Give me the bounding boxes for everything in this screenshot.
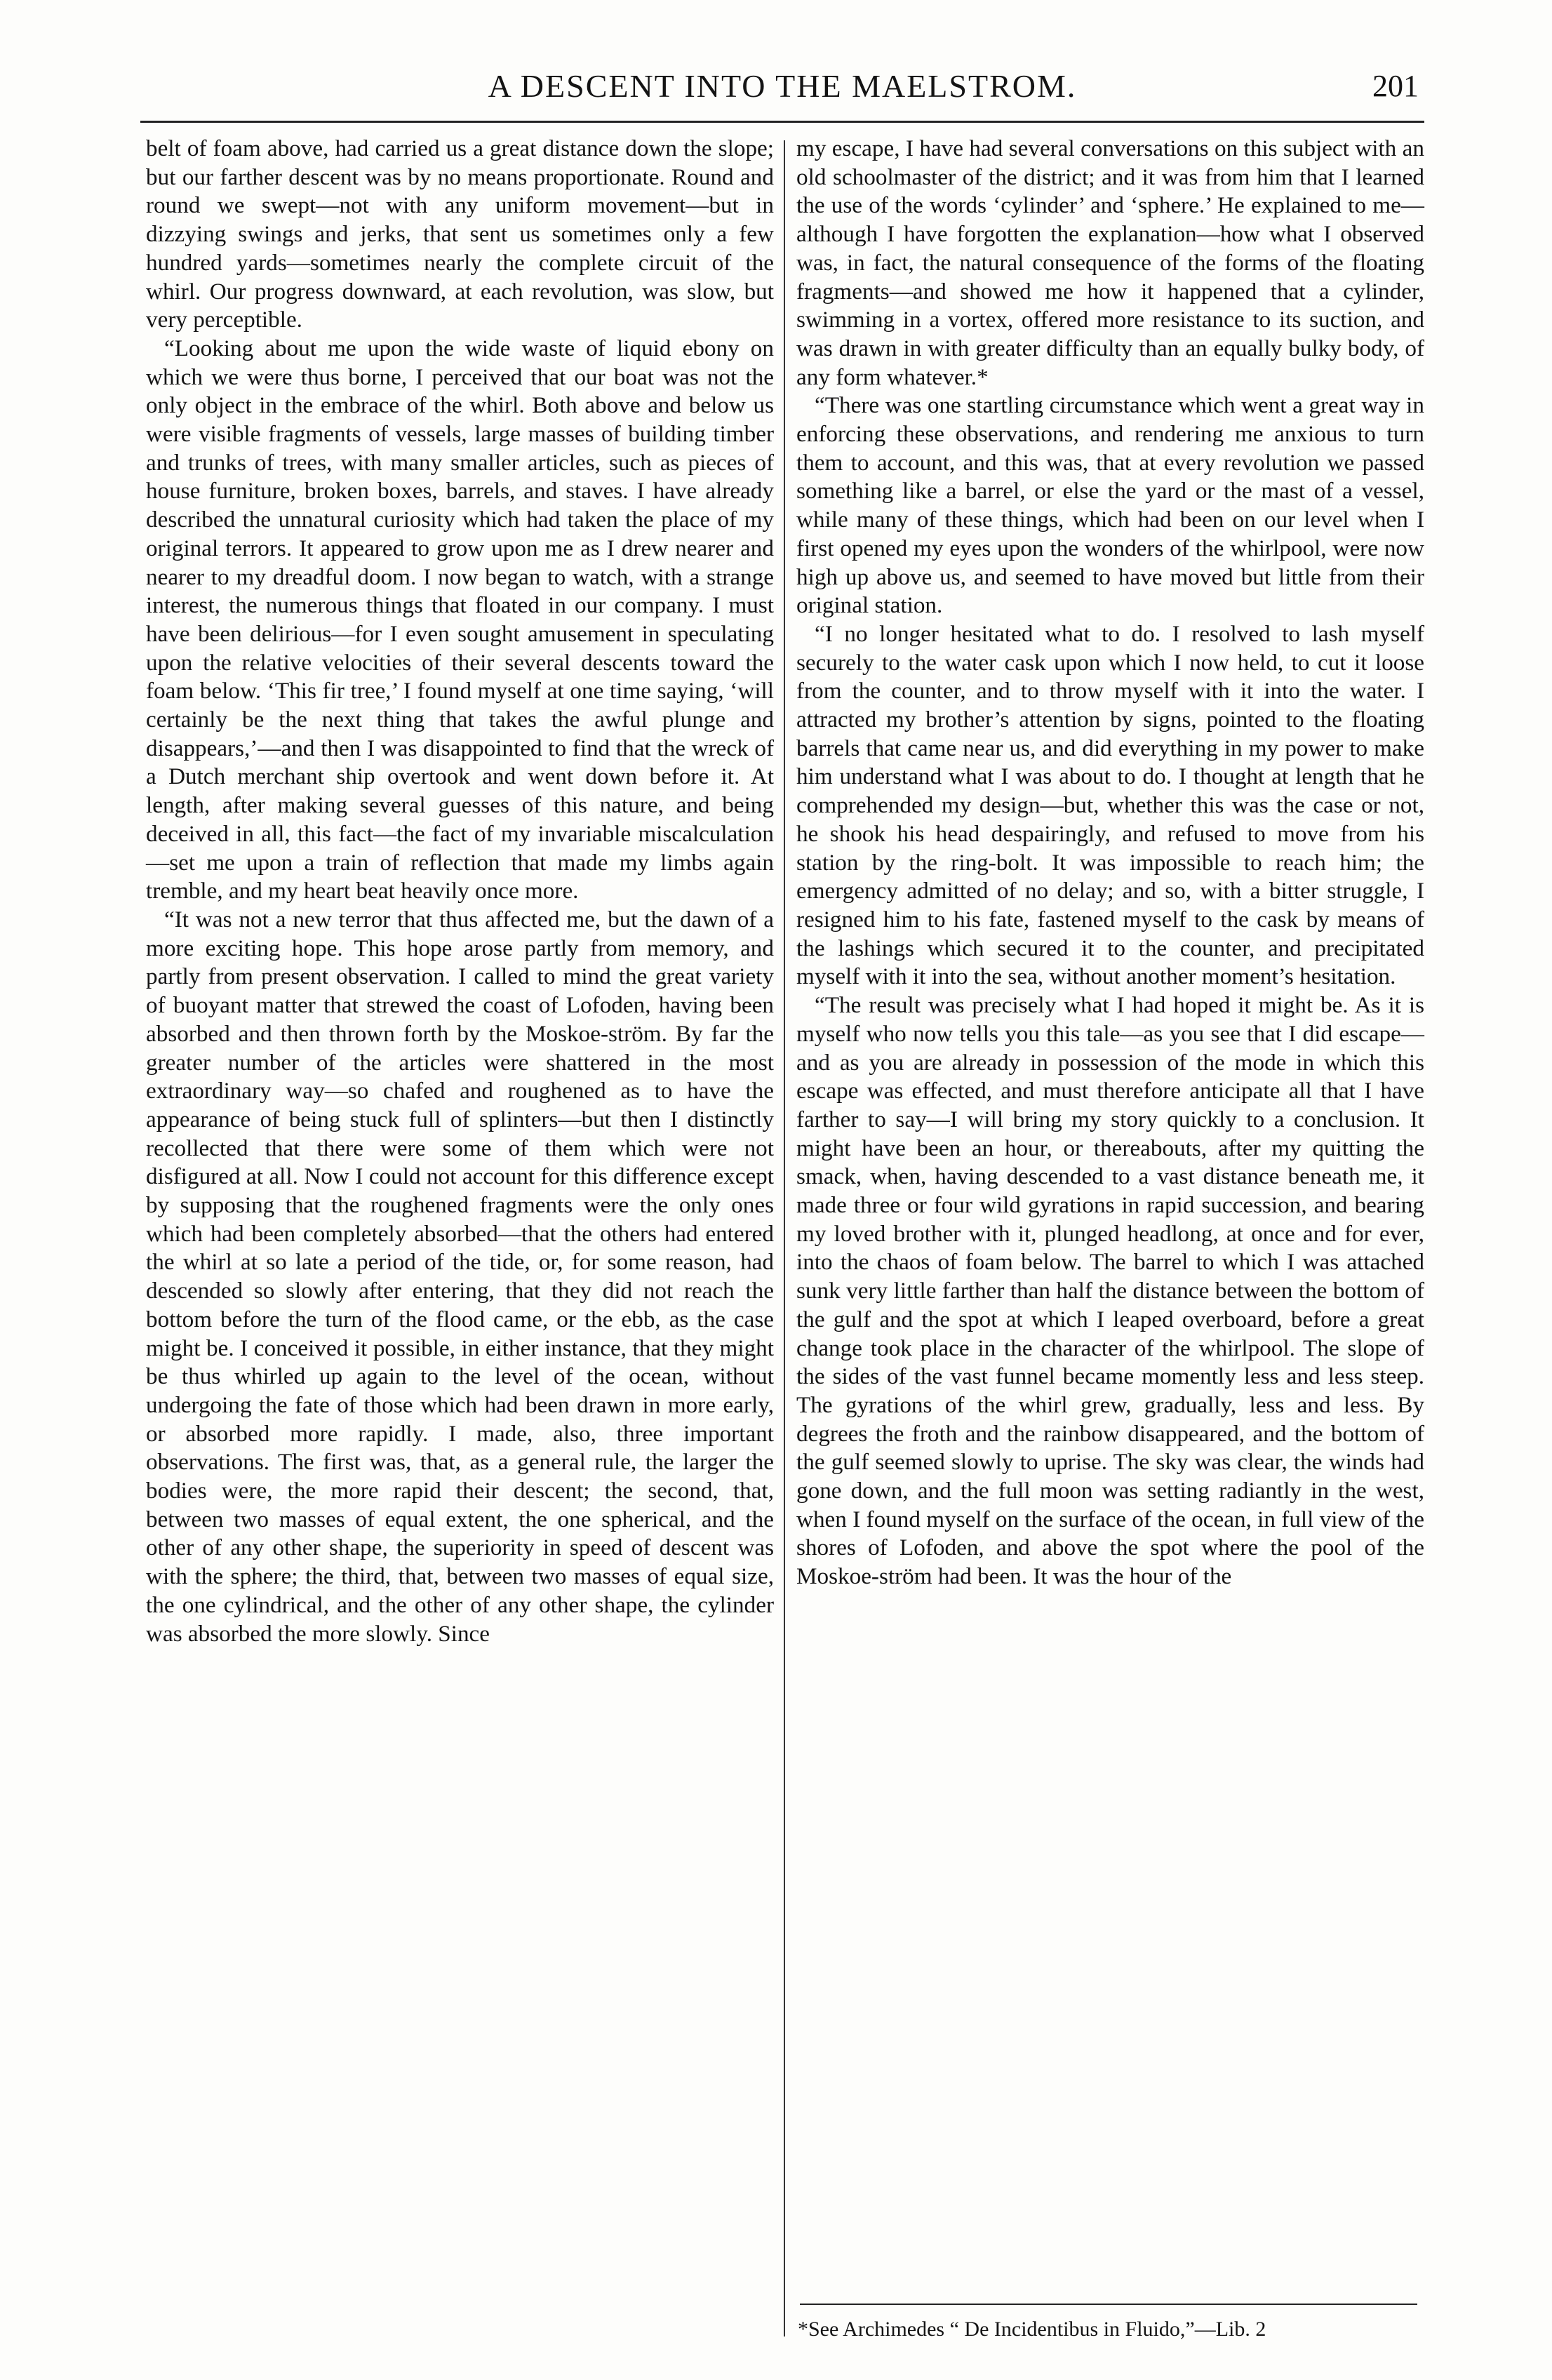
paragraph: “There was one startling circumstance which went a great way in enforcing these observations, and rendering me anxious to turn them to account, and this was, that at every revolution we passed something like a barrel, or else the yard or the mast of a vessel, while many of these things, which had been on our level when I first opened my eyes upon the wonders of the whirlpool, were now high up above us, and seemed to have moved but little from their original station. xyxy=(796,392,1424,619)
paragraph: “Looking about me upon the wide waste of liquid ebony on which we were thus borne, I perceived that our boat was not the only object in the embrace of the whirl. Both above and below us were visible fragments of vessels, large masses of building timber and trunks of trees, with many smaller articles, such as pieces of house furniture, broken boxes, barrels, and staves. I have already described the unnatural curiosity which had taken the place of my original terrors. It appeared to grow upon me as I drew nearer and nearer to my dreadful doom. I now began to watch, with a strange interest, the numerous things that floated in our company. I must have been delirious—for I even sought amusement in speculating upon the relative velocities of their several descents toward the foam below. ‘This fir tree,’ I found myself at one time saying, ‘will certainly be the next thing that takes the awful plunge and disappears,’—and then I was disappointed to find that the wreck of a Dutch merchant ship overtook and went down before it. At length, after making several guesses of this nature, and being deceived in all, this fact—the fact of my invariable miscalculation—set me upon a train of reflection that made my limbs again tremble, and my heart beat heavily once more. xyxy=(146,335,774,904)
paragraph: “It was not a new terror that thus affected me, but the dawn of a more exciting hope. This hope arose partly from memory, and partly from present observation. I called to mind the great variety of buoyant matter that strewed the coast of Lofoden, having been absorbed and then thrown forth by the Moskoe-ström. By far the greater number of the articles were shattered in the most extraordinary way—so chafed and roughened as to have the appearance of being stuck full of splinters—but then I distinctly recollected that there were some of them which were not disfigured at all. Now I could not account for this difference except by supposing that the roughened fragments were the only ones which had been completely absorbed—that the others had entered the whirl at so late a period of the tide, or, for some reason, had descended so slowly after entering, that they did not reach the bottom before the turn of the flood came, or the ebb, as the case might be. I conceived it possible, in either instance, that they might be thus whirled up again to the level of the ocean, without undergoing the fate of those which had been drawn in more early, or absorbed more rapidly. I made, also, three important observations. The first was, that, as a general rule, the larger the bodies were, the more rapid their descent; the second, that, between two masses of equal extent, the one spherical, and the other of any other shape, the superiority in speed of descent was with the sphere; the third, that, between two masses of equal size, the one cylindrical, and the other of any other shape, the cylinder was absorbed the more slowly. Since xyxy=(146,906,774,1647)
footnote-rule xyxy=(800,2304,1417,2305)
footnote: *See Archimedes “ De Incidentibus in Fluido,”—Lib. 2 xyxy=(798,2318,1266,2341)
header-rule xyxy=(140,121,1424,123)
paragraph: “The result was precisely what I had hoped it might be. As it is myself who now tells you this tale—as you see that I did escape—and as you are already in possession of the mode in which this escape was effected, and must therefore anticipate all that I have farther to say—I will bring my story quickly to a conclusion. It might have been an hour, or thereabouts, after my quitting the smack, when, having descended to a vast distance beneath me, it made three or four wild gyrations in rapid succession, and bearing my loved brother with it, plunged headlong, at once and for ever, into the chaos of foam below. The barrel to which I was attached sunk very little farther than half the distance between the bottom of the gulf and the spot at which I leaped overboard, before a great change took place in the character of the whirlpool. The slope of the sides of the vast funnel became momently less and less steep. The gyrations of the whirl grew, gradually, less and less. By degrees the froth and the rainbow disappeared, and the bottom of the gulf seemed slowly to uprise. The sky was clear, the winds had gone down, and the full moon was setting radiantly in the west, when I found myself on the surface of the ocean, in full view of the shores of Lofoden, and above the spot where the pool of the Moskoe-ström had been. It was the hour of the xyxy=(796,992,1424,1590)
page-title: A DESCENT INTO THE MAELSTROM. xyxy=(488,68,1077,104)
paragraph: belt of foam above, had carried us a great distance down the slope; but our farther descent was by no means proportionate. Round and round we swept—not with any uniform movement—but in dizzying swings and jerks, that sent us sometimes only a few hundred yards—sometimes nearly the complete circuit of the whirl. Our progress downward, at each revolution, was slow, but very perceptible. xyxy=(146,135,774,333)
page-number: 201 xyxy=(1372,69,1419,103)
right-column xyxy=(796,135,1424,1591)
running-head xyxy=(140,62,1424,111)
paragraph: my escape, I have had several conversations on this subject with an old schoolmaster of the district; and it was from him that I learned the use of the words ‘cylinder’ and ‘sphere.’ He explained to me—although I have forgotten the explanation—how what I observed was, in fact, the natural consequence of the forms of the floating fragments—and showed me how it happened that a cylinder, swimming in a vortex, offered more resistance to its suction, and was drawn in with greater difficulty than an equally bulky body, of any form whatever.* xyxy=(796,135,1424,390)
column-divider xyxy=(784,140,785,2336)
left-column xyxy=(146,135,774,1648)
paragraph: “I no longer hesitated what to do. I resolved to lash myself securely to the water cask upon which I now held, to cut it loose from the counter, and to throw myself with it into the water. I attracted my brother’s attention by signs, pointed to the floating barrels that came near us, and did everything in my power to make him understand what I was about to do. I thought at length that he comprehended my design—but, whether this was the case or not, he shook his head despairingly, and refused to move from his station by the ring-bolt. It was impossible to reach him; the emergency admitted of no delay; and so, with a bitter struggle, I resigned him to his fate, fastened myself to the cask by means of the lashings which secured it to the counter, and precipitated myself with it into the sea, without another moment’s hesitation. xyxy=(796,620,1424,990)
